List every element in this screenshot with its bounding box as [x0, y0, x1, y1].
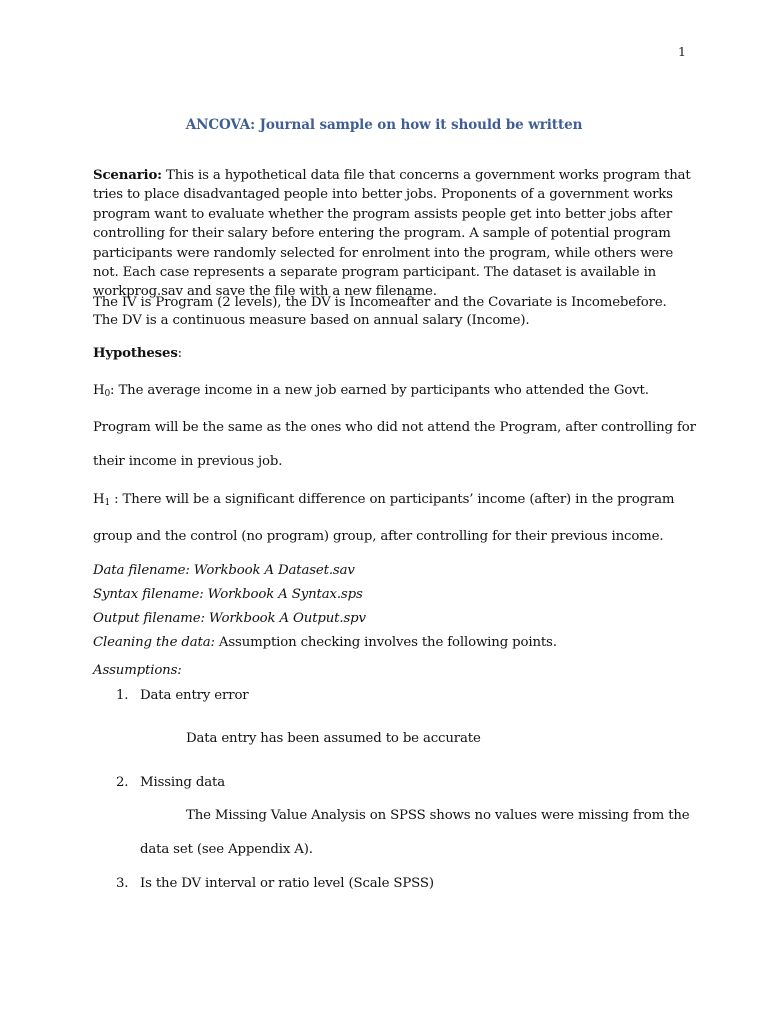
data-filename: Data filename: Workbook A Dataset.sav: [93, 563, 355, 578]
list-item-number: 3.: [116, 876, 129, 891]
h1-subscript: 1: [104, 498, 111, 508]
h1-text: : There will be a significant difference on participants’ income (after) in the program group and the control (no program) group, after controlling for their previous income.: [93, 492, 675, 544]
scenario-label: Scenario:: [93, 168, 162, 183]
cleaning-label: Cleaning the data:: [93, 635, 215, 650]
list-item-detail: Data entry has been assumed to be accurate: [186, 731, 481, 746]
null-hypothesis: [93, 374, 698, 479]
variables-paragraph: [93, 294, 698, 329]
h0-subscript: 0: [104, 389, 111, 399]
assumptions-label: Assumptions:: [93, 663, 182, 678]
list-item-title: Data entry error: [140, 688, 249, 703]
h0-text: : The average income in a new job earned by participants who attended the Govt. Program will be the same as the ones who did not attend the Program, after controlling for their income in previous job.: [93, 383, 696, 469]
list-item-number: 2.: [116, 775, 129, 790]
list-item-detail: The Missing Value Analysis on SPSS shows no values were missing from the: [186, 808, 690, 823]
hypotheses-colon: :: [177, 346, 183, 361]
scenario-text: This is a hypothetical data file that concerns a government works program that tries to place disadvantaged people into better jobs. Proponents of a government works program want to evaluate whether the program assists people get into better jobs after controlling for their salary before entering the program. A sample of potential program participants were randomly selected for enrolment into the program, while others were not. Each case represents a separate program participant. The dataset is available in workprog.sav and save the file with a new filename.: [93, 168, 691, 300]
hypotheses-heading: [93, 346, 182, 361]
variables-line-1: The IV is Program (2 levels), the DV is Incomeafter and the Covariate is Incomebefore.: [93, 295, 667, 310]
output-filename: Output filename: Workbook A Output.spv: [93, 611, 366, 626]
h0-letter: H: [93, 383, 105, 398]
syntax-filename: Syntax filename: Workbook A Syntax.sps: [93, 587, 363, 602]
list-item-title: Missing data: [140, 775, 225, 790]
document-title: ANCOVA: Journal sample on how it should be written: [185, 117, 583, 133]
h1-letter: H: [93, 492, 105, 507]
scenario-paragraph: [93, 166, 698, 302]
alternative-hypothesis: [93, 483, 698, 554]
file-list: [93, 559, 557, 655]
list-item-number: 1.: [116, 688, 129, 703]
list-item-detail-continued: data set (see Appendix A).: [140, 842, 313, 857]
cleaning-text: Assumption checking involves the following points.: [214, 635, 557, 650]
page-number: 1: [678, 44, 686, 59]
cleaning-line: [93, 631, 557, 655]
list-item-title: Is the DV interval or ratio level (Scale SPSS): [140, 876, 434, 891]
variables-line-2: The DV is a continuous measure based on annual salary (Income).: [93, 312, 530, 328]
hypotheses-heading-text: Hypotheses: [93, 346, 178, 361]
